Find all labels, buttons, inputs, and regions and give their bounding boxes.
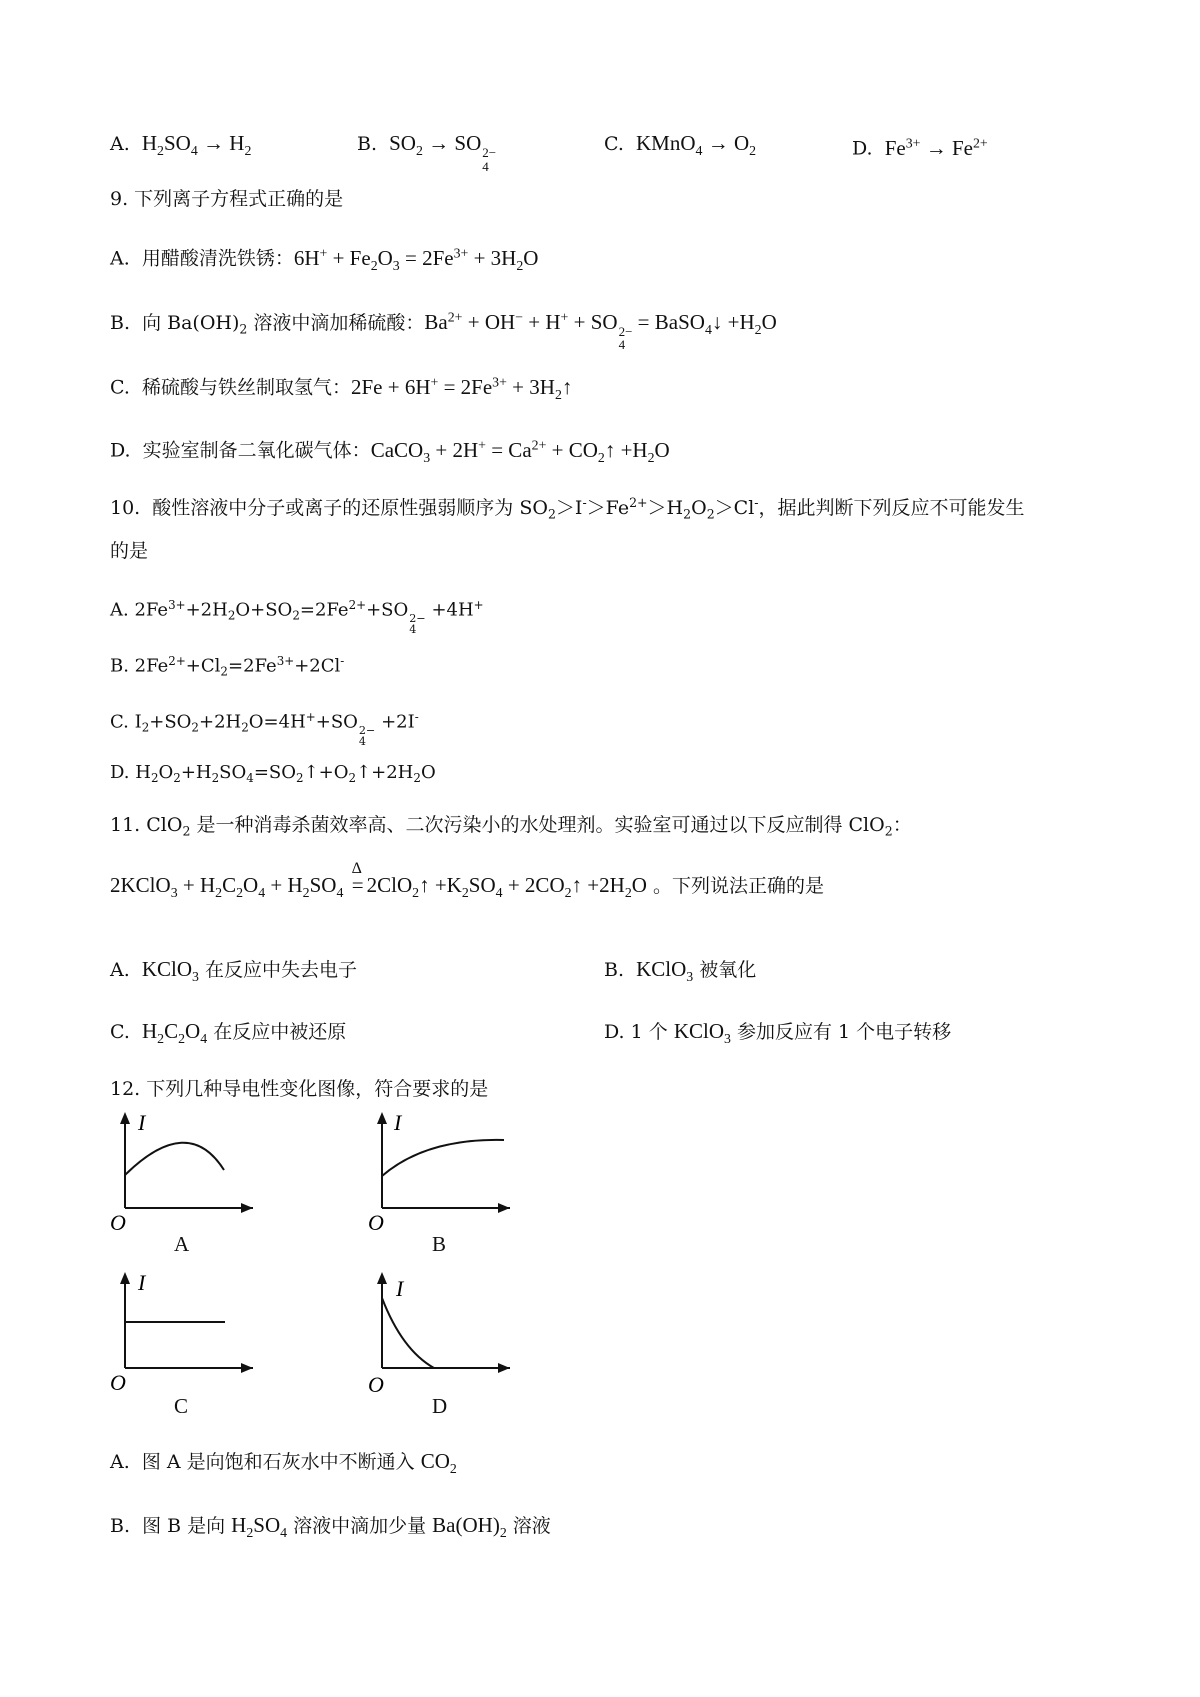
graph-c: [108, 1268, 258, 1398]
q10-stem: 10. 酸性溶液中分子或离子的还原性强弱顺序为 $SO_2>I^->Fe^{2+}>H_2O_2>Cl^-$，据此判断下列反应不可能发生: [110, 495, 1025, 522]
q10-option-d: D. $H_2O_2+H_2SO_4=SO_2↑+O_2↑+2H_2O$: [110, 762, 436, 786]
q12-stem: 12. 下列几种导电性变化图像，符合要求的是: [110, 1078, 489, 1100]
graph-d: [366, 1268, 516, 1398]
graph-a: [108, 1108, 258, 1238]
q11-option-b: B. KClO$_3$ 被氧化: [604, 957, 757, 984]
svg-text:O: O: [368, 1372, 384, 1397]
q11-option-c: C. $H_2C_2O_4$ 在反应中被还原: [110, 1019, 347, 1046]
svg-text:I: I: [394, 1110, 402, 1135]
q9-option-b: B. 向 $Ba(OH)_2$ 溶液中滴加稀硫酸：$Ba^{2+} + OH^- + H^+$ + SO 2− 4 = BaSO$_4$↓ $+H_2O$: [110, 309, 777, 353]
q8-option-b: B. $SO_2$ → SO 2− 4: [357, 131, 497, 174]
graph-a-curve: [125, 1143, 224, 1175]
q11-option-a: A. KClO$_3$ 在反应中失去电子: [110, 957, 358, 984]
graph-d-label: D: [432, 1394, 448, 1418]
graph-d-curve: [382, 1298, 434, 1368]
q11-equation: 2KClO$_3$ + $H_2C_2O_4 + H_2SO_4$ Δ =2ClO$_2$↑ $+K_2SO_4$ + $2CO_2↑ +2H_2O$ 。下列说法正确的是: [110, 860, 824, 900]
q9-option-c: C. 稀硫酸与铁丝制取氢气：$2Fe + 6H^+ = 2Fe^{3+}$ + $3H_2↑$: [110, 374, 573, 402]
graph-b-curve: [382, 1140, 504, 1176]
svg-text:I: I: [396, 1276, 404, 1301]
q11-stem: 11. ClO$_2$ 是一种消毒杀菌效率高、二次污染小的水处理剂。实验室可通过以下反应制得 ClO$_2$：: [110, 814, 912, 839]
q9-stem: 9. 下列离子方程式正确的是: [110, 188, 344, 210]
svg-text:O: O: [110, 1370, 126, 1395]
q10-option-a: A. $2Fe^{3+}+2H_2O+SO_2=2Fe^{2+}+SO$ 2− 4 +4H+: [110, 598, 484, 637]
svg-text:O: O: [368, 1210, 384, 1235]
q9-option-d: D. 实验室制备二氧化碳气体：CaCO$_3$ + $2H^+ = Ca^{2+}$ + $CO_2↑ +H_2O$: [110, 437, 670, 465]
q8-option-c: C. KMnO$_4$ → $O_2$: [604, 131, 757, 158]
q12-option-a: A. 图 A 是向饱和石灰水中不断通入 $CO_2$: [110, 1449, 457, 1476]
q8-option-a: A. $H_2SO_4 \to H_2$: [110, 131, 252, 158]
q11-option-d: D. 1 个 KClO$_3$ 参加反应有 1 个电子转移: [604, 1019, 952, 1046]
svg-text:O: O: [110, 1210, 126, 1235]
q8-option-d: D. $Fe^{3+} \to Fe^{2+}$: [852, 135, 988, 160]
q9-option-a: A. 用醋酸清洗铁锈：$6H^+ + Fe_2O_3 = 2Fe^{3+} + 3H_2O$: [110, 245, 539, 273]
svg-text:I: I: [138, 1110, 146, 1135]
q10-option-b: B. $2Fe^{2+}+Cl_2=2Fe^{3+}+2Cl^-$: [110, 654, 345, 679]
graph-b: [366, 1108, 516, 1238]
graph-a-label: A: [174, 1232, 190, 1256]
q10-stem-cont: 的是: [110, 540, 149, 562]
graph-c-label: C: [174, 1394, 189, 1418]
q12-option-b: B. 图 B 是向 $H_2SO_4$ 溶液中滴加少量 $Ba(OH)_2$ 溶液: [110, 1513, 551, 1540]
svg-text:I: I: [138, 1270, 146, 1295]
q10-option-c: C. $I_2+SO_2+2H_2O=4H^++SO$ 2− 4 +2I-: [110, 710, 419, 749]
graph-b-label: B: [432, 1232, 447, 1256]
